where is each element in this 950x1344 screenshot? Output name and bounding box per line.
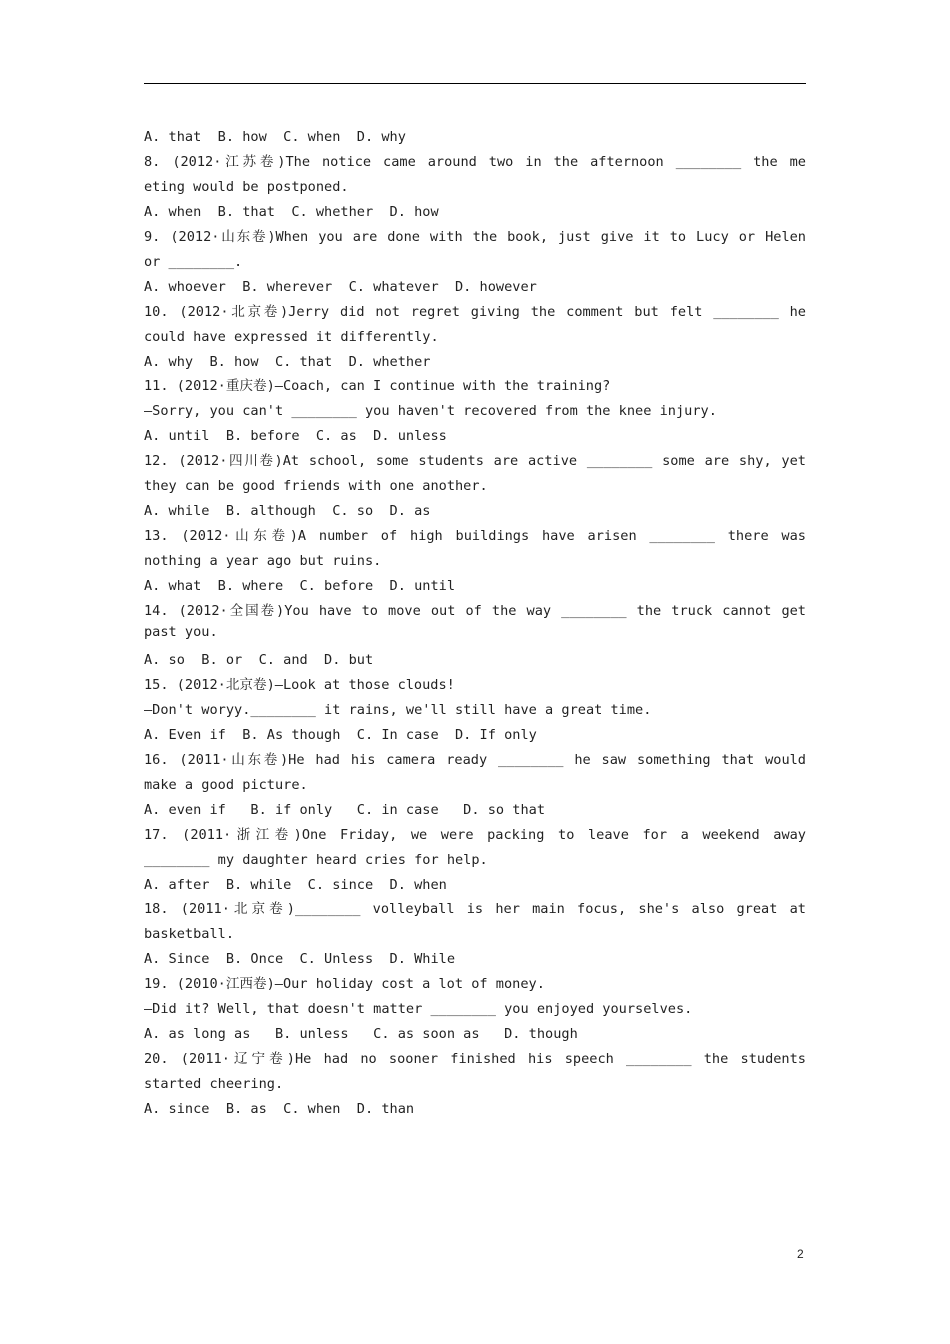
text-line: 10. (2012·北京卷)Jerry did not regret giving the comment but felt ________ he	[144, 304, 806, 320]
text-line: 11. (2012·重庆卷)—Coach, can I continue with the training?	[144, 378, 611, 394]
text-line: A. what B. where C. before D. until	[144, 578, 455, 594]
text-line: A. while B. although C. so D. as	[144, 503, 431, 519]
text-line: 19. (2010·江西卷)—Our holiday cost a lot of money.	[144, 976, 545, 992]
text-line: A. when B. that C. whether D. how	[144, 204, 439, 220]
text-line: or ________.	[144, 254, 243, 270]
text-line: 17. (2011·浙江卷)One Friday, we were packing to leave for a weekend away	[144, 827, 806, 843]
text-line: 13. (2012·山东卷)A number of high buildings have arisen ________ there was	[144, 528, 806, 544]
text-line: basketball.	[144, 926, 235, 942]
text-line: A. since B. as C. when D. than	[144, 1101, 415, 1117]
text-line: A. after B. while C. since D. when	[144, 877, 447, 893]
text-line: A. even if B. if only C. in case D. so that	[144, 802, 546, 818]
text-line: A. whoever B. wherever C. whatever D. however	[144, 279, 537, 295]
text-line: ________ my daughter heard cries for help.	[144, 852, 488, 868]
text-line: A. that B. how C. when D. why	[144, 129, 406, 145]
text-line: A. Since B. Once C. Unless D. While	[144, 951, 455, 967]
text-line: A. until B. before C. as D. unless	[144, 428, 447, 444]
text-line: past you.	[144, 624, 218, 640]
text-line: —Sorry, you can't ________ you haven't recovered from the knee injury.	[144, 403, 717, 419]
text-line: make a good picture.	[144, 777, 308, 793]
text-line: 8. (2012·江苏卷)The notice came around two in the afternoon ________ the me	[144, 154, 806, 170]
text-line: 15. (2012·北京卷)—Look at those clouds!	[144, 677, 455, 693]
text-line: A. Even if B. As though C. In case D. If only	[144, 727, 537, 743]
text-line: 16. (2011·山东卷)He had his camera ready ________ he saw something that would	[144, 752, 806, 768]
text-line: 12. (2012·四川卷)At school, some students are active ________ some are shy, yet	[144, 453, 806, 469]
text-line: 9. (2012·山东卷)When you are done with the book, just give it to Lucy or Helen	[144, 229, 806, 245]
text-line: A. as long as B. unless C. as soon as D. though	[144, 1026, 578, 1042]
text-line: 18. (2011·北京卷)________ volleyball is her main focus, she's also great at	[144, 901, 806, 917]
text-line: —Don't woryy.________ it rains, we'll still have a great time.	[144, 702, 652, 718]
text-line: nothing a year ago but ruins.	[144, 553, 382, 569]
text-line: started cheering.	[144, 1076, 284, 1092]
page-number: 2	[797, 1247, 804, 1261]
text-line: could have expressed it differently.	[144, 329, 439, 345]
text-line: —Did it? Well, that doesn't matter ________ you enjoyed yourselves.	[144, 1001, 693, 1017]
text-line: eting would be postponed.	[144, 179, 349, 195]
text-line: 14. (2012·全国卷)You have to move out of the way ________ the truck cannot get	[144, 603, 806, 619]
text-line: 20. (2011·辽宁卷)He had no sooner finished his speech ________ the students	[144, 1051, 806, 1067]
text-line: they can be good friends with one another.	[144, 478, 488, 494]
header-rule	[144, 83, 806, 84]
text-line: A. why B. how C. that D. whether	[144, 354, 431, 370]
text-line: A. so B. or C. and D. but	[144, 652, 374, 668]
